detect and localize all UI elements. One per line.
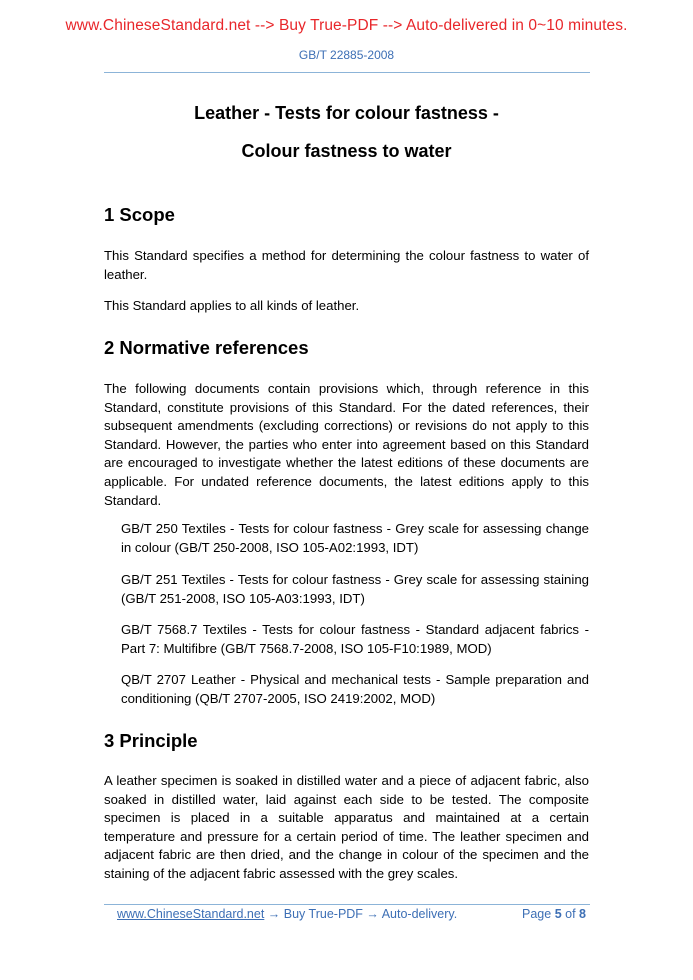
reference-item: QB/T 2707 Leather - Physical and mechanical tests - Sample preparation and conditioning (QB/T 2707-2005, ISO 2419:2002, MOD)	[121, 672, 589, 706]
current-page-number: 5	[554, 907, 562, 921]
footer-promo-text: → Buy True-PDF → Auto-delivery.	[264, 907, 458, 921]
section-heading-normative-references: 2 Normative references	[104, 337, 309, 358]
footer-divider	[104, 904, 590, 905]
normative-intro-paragraph: The following documents contain provisions which, through reference in this Standard, constitute provisions of this Standard. For the dated references, their subsequent amendments (excluding corrections) or revisions do not apply to this Standard. However, the parties who enter into agreement based on this Standard are encouraged to investigate whether the latest editions of these documents are applicable. For undated reference documents, the latest editions apply to this Standard.	[104, 381, 589, 508]
section-heading-scope: 1 Scope	[104, 204, 175, 225]
document-title-line-2: Colour fastness to water	[241, 141, 452, 161]
promo-banner[interactable]: www.ChineseStandard.net --> Buy True-PDF --> Auto-delivered in 0~10 minutes.	[65, 17, 628, 34]
scope-paragraph-2: This Standard applies to all kinds of leather.	[104, 298, 360, 313]
principle-paragraph: A leather specimen is soaked in distilled water and a piece of adjacent fabric, also soaked in distilled water, laid against each side to be tested. The composite specimen is placed in a suitable apparatus and maintained at a certain temperature and pressure for a certain period of time. The leather specimen and adjacent fabric are then dried, and the change in colour of the specimen and the staining of the adjacent fabric assessed with the grey scales.	[104, 773, 589, 881]
header-divider	[104, 72, 590, 73]
page-indicator	[522, 907, 586, 921]
page-label: Page	[522, 907, 552, 921]
reference-item: GB/T 251 Textiles - Tests for colour fastness - Grey scale for assessing staining (GB/T 251-2008, ISO 105-A03:1993, IDT)	[121, 572, 589, 606]
page-footer	[104, 907, 590, 925]
standard-code-header: GB/T 22885-2008	[298, 48, 395, 62]
footer-promo	[117, 907, 457, 921]
reference-item: GB/T 250 Textiles - Tests for colour fastness - Grey scale for assessing change in colour (GB/T 250-2008, ISO 105-A02:1993, IDT)	[121, 521, 589, 555]
reference-item: GB/T 7568.7 Textiles - Tests for colour fastness - Standard adjacent fabrics - Part 7: Multifibre (GB/T 7568.7-2008, ISO 105-F10:1989, MOD)	[121, 622, 589, 656]
of-label: of	[565, 907, 576, 921]
total-page-count: 8	[579, 907, 586, 921]
document-title-line-1: Leather - Tests for colour fastness -	[194, 103, 499, 123]
footer-site-link[interactable]: www.ChineseStandard.net	[117, 907, 265, 921]
scope-paragraph-1: This Standard specifies a method for determining the colour fastness to water of leather.	[104, 248, 589, 282]
section-heading-principle: 3 Principle	[104, 730, 198, 751]
